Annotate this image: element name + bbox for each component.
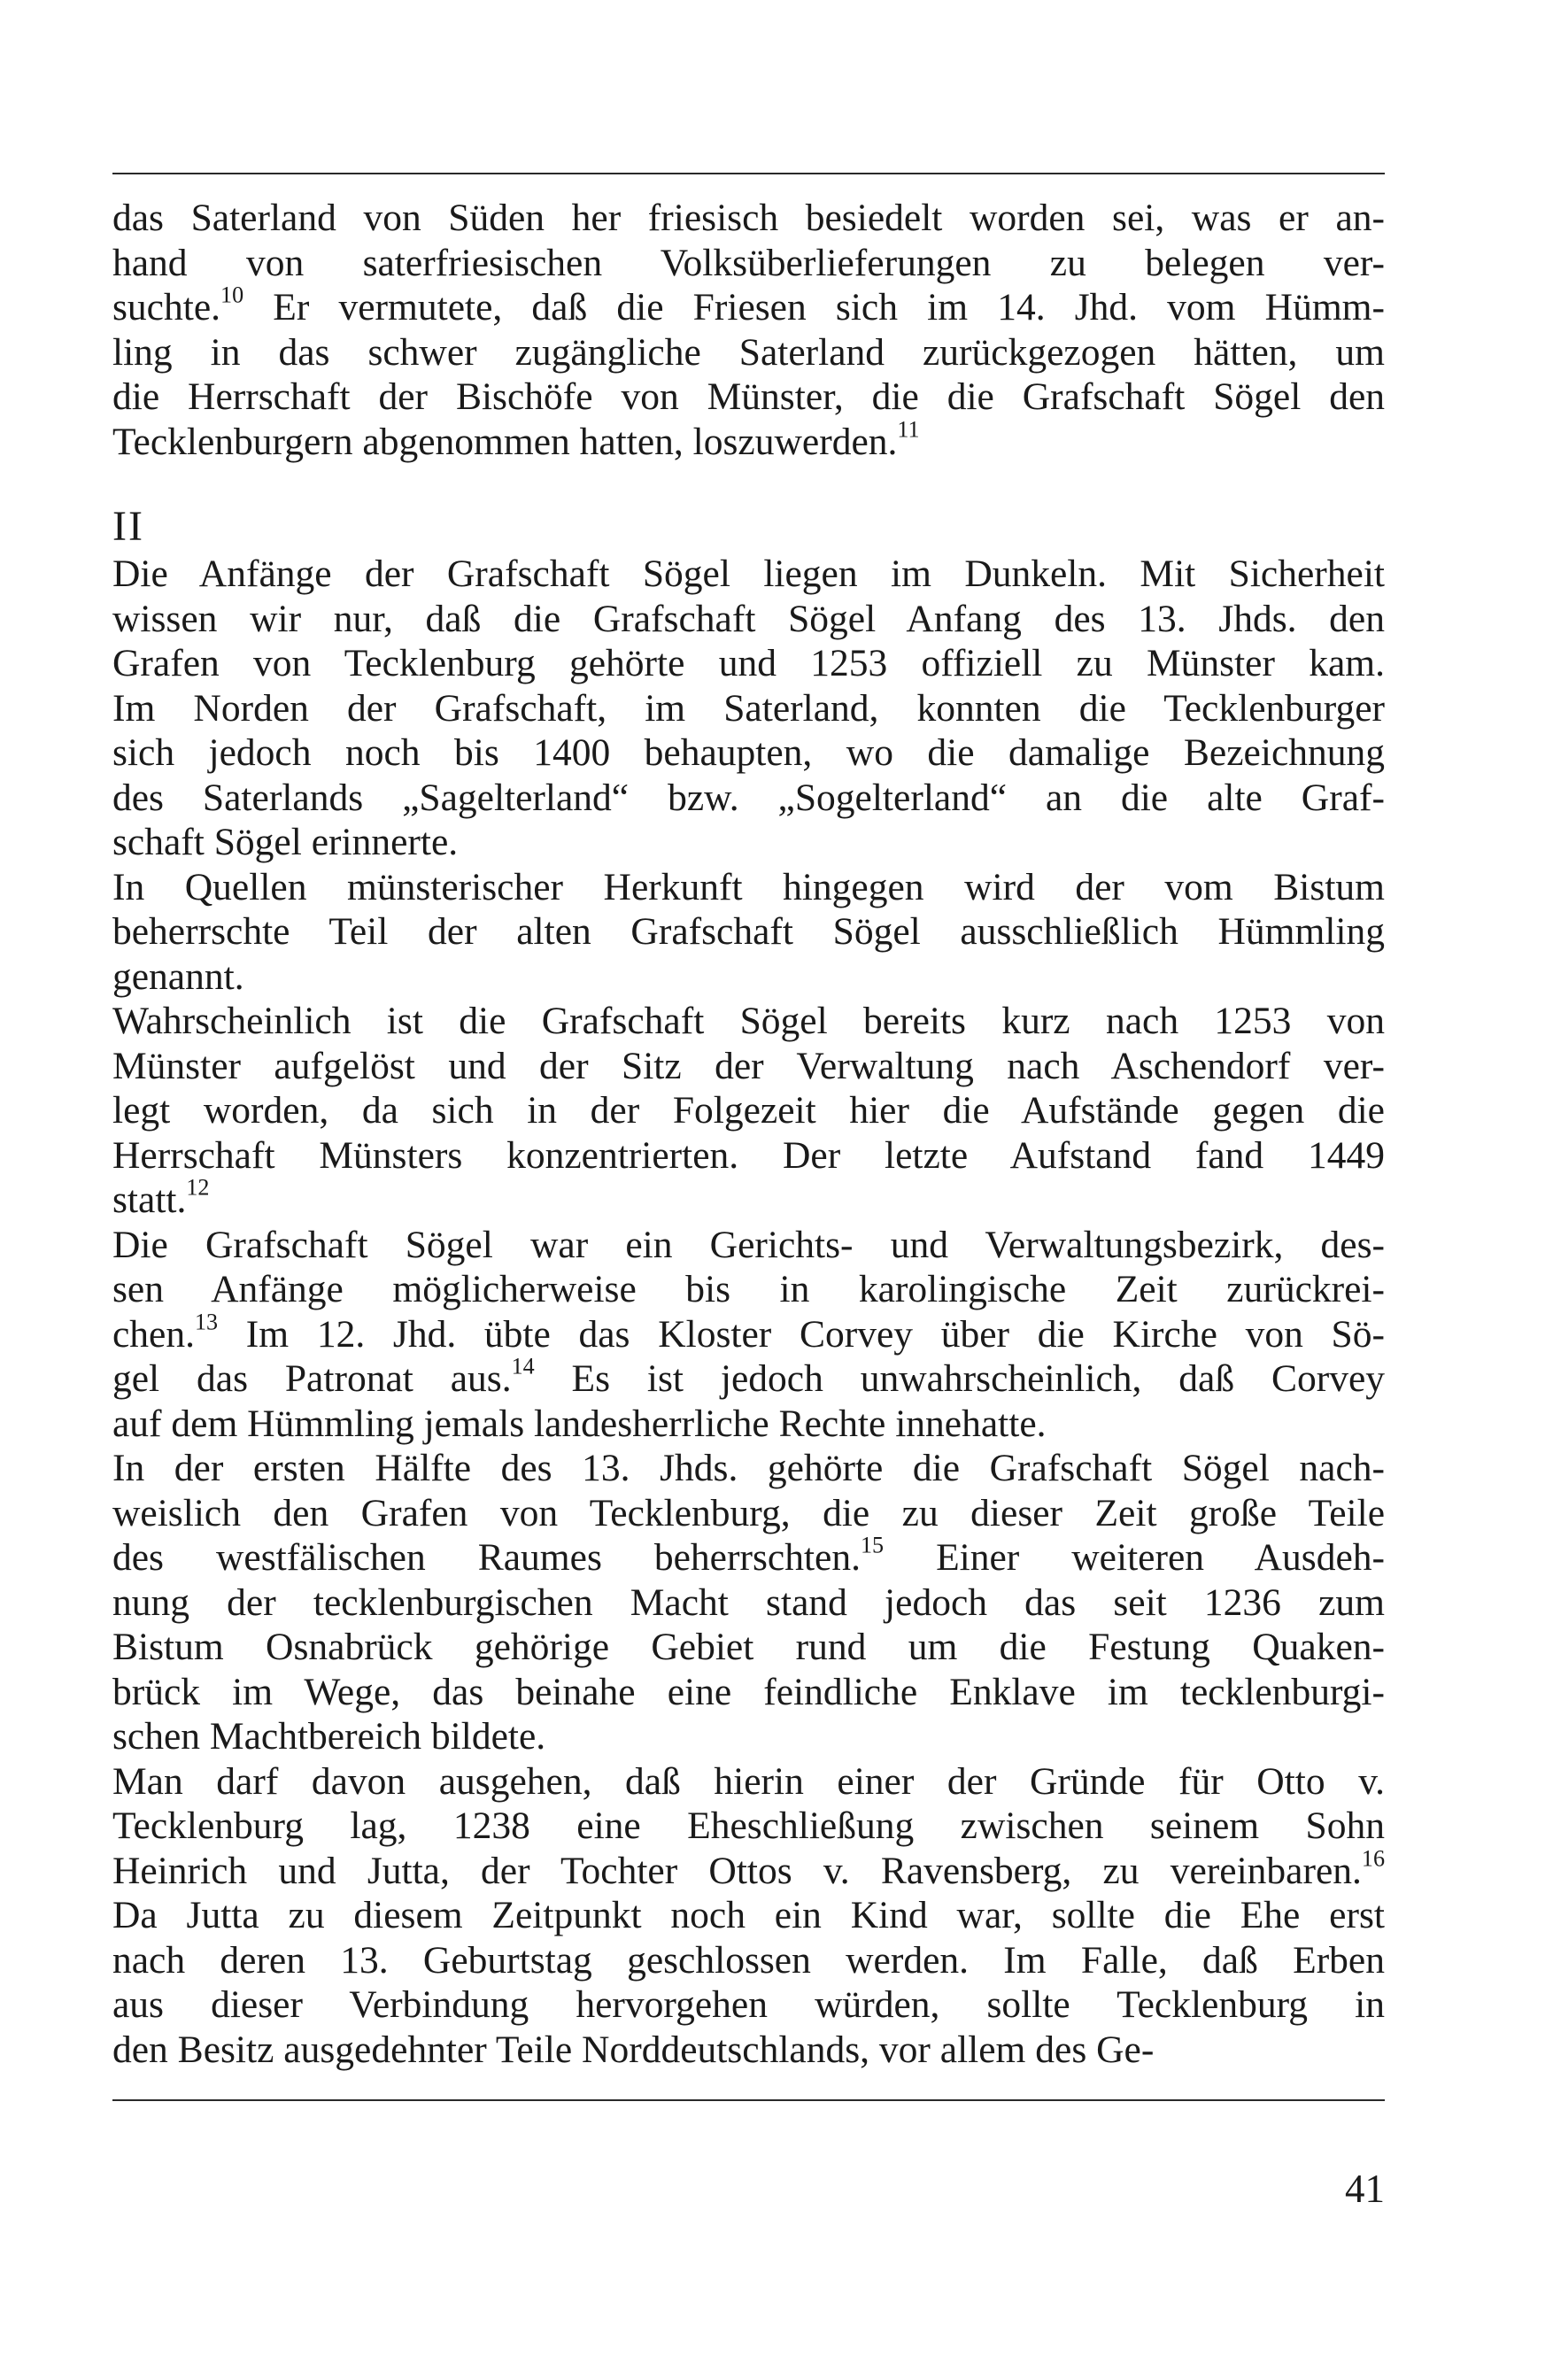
text-line [112, 196, 1385, 241]
footnote-marker: 15 [860, 1532, 885, 1558]
text-line [112, 686, 1385, 731]
footnote-marker: 10 [220, 282, 244, 308]
line-text: die Herrschaft der Bischöfe von Münster, die die Grafschaft Sögel den [112, 375, 1385, 418]
line-text: nung der tecklenburgischen Macht stand jedoch das seit 1236 zum [112, 1580, 1385, 1624]
text-line [112, 1174, 1385, 1223]
footnote-marker: 13 [195, 1308, 219, 1334]
text-line [112, 1670, 1385, 1715]
line-text: Tecklenburgern abgenommen hatten, loszuwerden. [112, 420, 898, 463]
line-text: das Saterland von Süden her friesisch besiedelt worden sei, was er an- [112, 197, 1385, 239]
text-line [112, 1088, 1385, 1133]
line-text: sich jedoch noch bis 1400 behaupten, wo die damalige Bezeichnung [112, 731, 1385, 774]
line-text: beherrschte Teil der alten Grafschaft Sögel ausschließlich Hümmling [112, 910, 1385, 953]
line-text-continued: Er vermutete, daß die Friesen sich im 14. Jhd. vom Hümm- [243, 286, 1385, 328]
text-line [112, 1223, 1385, 1268]
line-text: Herrschaft Münsters konzentrierten. Der letzte Aufstand fand 1449 [112, 1133, 1385, 1177]
bottom-rule [112, 2099, 1385, 2101]
line-text: schaft Sögel erinnerte. [112, 821, 459, 863]
text-line [112, 954, 1385, 1000]
section-heading: II [112, 503, 144, 550]
line-text: brück im Wege, das beinahe eine feindliche Enklave im tecklenburgi- [112, 1670, 1385, 1713]
line-text: auf dem Hümmling jemals landesherrliche Rechte innehatte. [112, 1402, 1047, 1445]
text-line [112, 1353, 1385, 1402]
text-line [112, 1446, 1385, 1491]
footnote-marker: 16 [1361, 1844, 1385, 1871]
line-text: legt worden, da sich in der Folgezeit hier die Aufstände gegen die [112, 1089, 1385, 1132]
line-text: aus dieser Verbindung hervorgehen würden, sollte Tecklenburg in [112, 1983, 1385, 2026]
line-text: hand von saterfriesischen Volksüberlieferungen zu belegen ver- [112, 241, 1385, 284]
text-line [112, 375, 1385, 420]
line-text: Münster aufgelöst und der Sitz der Verwaltung nach Aschendorf ver- [112, 1044, 1385, 1087]
line-text: suchte. [112, 286, 221, 328]
text-line [112, 1625, 1385, 1670]
text-line [112, 1759, 1385, 1804]
text-line [112, 1044, 1385, 1089]
line-text: Tecklenburg lag, 1238 eine Eheschließung zwischen seinem Sohn [112, 1804, 1385, 1847]
line-text: wissen wir nur, daß die Grafschaft Sögel Anfang des 13. Jhds. den [112, 597, 1385, 640]
text-line [112, 820, 1385, 865]
footnote-marker: 14 [511, 1353, 535, 1379]
footnote-marker: 11 [897, 415, 920, 442]
line-text: statt. [112, 1178, 187, 1221]
line-text: Heinrich und Jutta, der Tochter Ottos v. Ravensberg, zu vereinbaren. [112, 1849, 1362, 1892]
line-text: Wahrscheinlich ist die Grafschaft Sögel bereits kurz nach 1253 von [112, 1000, 1385, 1042]
text-line [112, 1714, 1385, 1759]
line-text: Die Grafschaft Sögel war ein Gerichts- und Verwaltungsbezirk, des- [112, 1223, 1385, 1266]
line-text: chen. [112, 1312, 195, 1356]
line-text-continued: Es ist jedoch unwahrscheinlich, daß Corvey [534, 1357, 1385, 1400]
text-line [112, 776, 1385, 821]
line-text: Die Anfänge der Grafschaft Sögel liegen im Dunkeln. Mit Sicherheit [112, 552, 1385, 595]
text-line [112, 1491, 1385, 1536]
line-text: Bistum Osnabrück gehörige Gebiet rund um die Festung Quaken- [112, 1626, 1385, 1668]
line-text: Grafen von Tecklenburg gehörte und 1253 offiziell zu Münster kam. [112, 642, 1385, 684]
line-text: den Besitz ausgedehnter Teile Norddeutschlands, vor allem des Ge- [112, 2028, 1155, 2071]
text-line [112, 330, 1385, 375]
text-line [112, 1804, 1385, 1849]
line-text: Man darf davon ausgehen, daß hierin einer der Gründe für Otto v. [112, 1759, 1385, 1803]
line-text-continued: Im 12. Jhd. übte das Kloster Corvey über die Kirche von Sö- [218, 1312, 1385, 1356]
top-rule [112, 173, 1385, 174]
text-line [112, 597, 1385, 642]
text-line [112, 1844, 1385, 1894]
text-line [112, 282, 1385, 330]
line-text: In Quellen münsterischer Herkunft hingegen wird der vom Bistum [112, 865, 1385, 908]
paragraph-block-section-ii [112, 552, 1385, 2072]
text-line [112, 552, 1385, 597]
text-line [112, 1982, 1385, 2028]
text-line [112, 865, 1385, 910]
line-text: schen Machtbereich bildete. [112, 1715, 546, 1758]
footnote-marker: 12 [186, 1174, 210, 1201]
text-line [112, 1133, 1385, 1178]
text-line [112, 1580, 1385, 1626]
line-text: gel das Patronat aus. [112, 1357, 512, 1400]
line-text: sen Anfänge möglicherweise bis in karolingische Zeit zurückrei- [112, 1268, 1385, 1310]
text-line [112, 999, 1385, 1044]
text-line [112, 1308, 1385, 1357]
paragraph-block-intro [112, 196, 1385, 464]
text-line [112, 730, 1385, 776]
text-line [112, 2028, 1385, 2073]
line-text: In der ersten Hälfte des 13. Jhds. gehörte die Grafschaft Sögel nach- [112, 1447, 1385, 1489]
page-number: 41 [1345, 2167, 1385, 2211]
line-text-continued: Einer weiteren Ausdeh- [884, 1536, 1385, 1579]
text-line [112, 1893, 1385, 1938]
text-line [112, 1938, 1385, 1983]
text-line [112, 909, 1385, 954]
line-text: weislich den Grafen von Tecklenburg, die zu dieser Zeit große Teile [112, 1491, 1385, 1534]
text-line [112, 415, 1385, 465]
line-text: nach deren 13. Geburtstag geschlossen werden. Im Falle, daß Erben [112, 1938, 1385, 1982]
text-line [112, 241, 1385, 286]
line-text: ling in das schwer zugängliche Saterland zurückgezogen hätten, um [112, 330, 1385, 374]
text-line [112, 1532, 1385, 1580]
line-text: des westfälischen Raumes beherrschten. [112, 1536, 861, 1579]
line-text: Im Norden der Grafschaft, im Saterland, konnten die Tecklenburger [112, 686, 1385, 730]
line-text: Da Jutta zu diesem Zeitpunkt noch ein Kind war, sollte die Ehe erst [112, 1894, 1385, 1936]
line-text: genannt. [112, 954, 244, 998]
line-text: des Saterlands „Sagelterland“ bzw. „Sogelterland“ an die alte Graf- [112, 776, 1385, 819]
text-line [112, 641, 1385, 686]
text-line [112, 1267, 1385, 1312]
text-line [112, 1402, 1385, 1447]
